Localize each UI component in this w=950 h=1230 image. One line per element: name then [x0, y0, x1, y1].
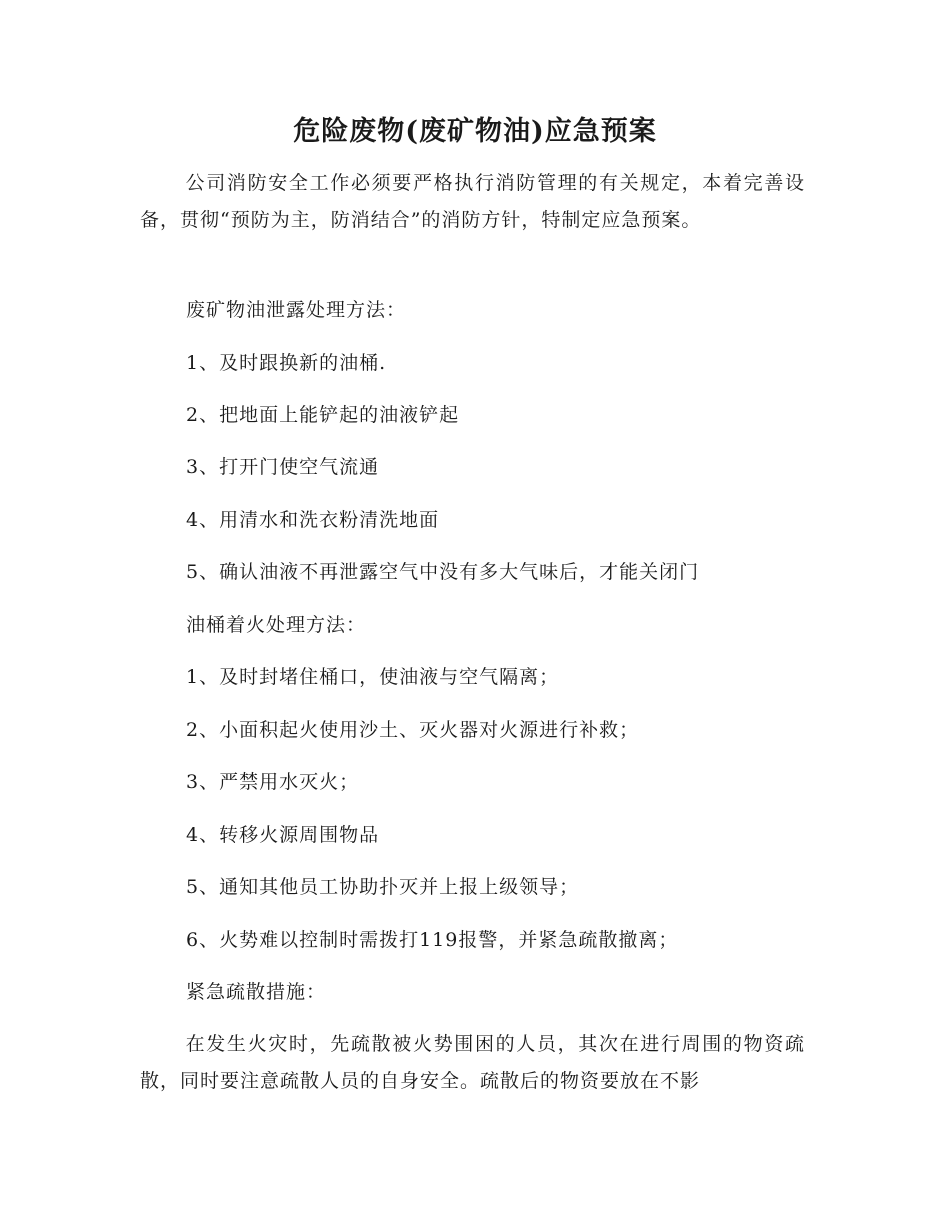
leak-item-3: 3、打开门使空气流通 — [186, 456, 380, 478]
leak-item-5: 5、确认油液不再泄露空气中没有多大气味后，才能关闭门 — [186, 561, 700, 583]
document-title: 危险废物(废矿物油)应急预案 — [293, 116, 657, 147]
leak-section-heading: 废矿物油泄露处理方法： — [186, 299, 407, 321]
leak-item-4: 4、用清水和洗衣粉清洗地面 — [186, 509, 440, 531]
intro-paragraph: 公司消防安全工作必须要严格执行消防管理的有关规定，本着完善设备，贯彻“预防为主，防消结合”的消防方针，特制定应急预案。 — [140, 172, 805, 231]
leak-item-2: 2、把地面上能铲起的油液铲起 — [186, 404, 460, 426]
fire-item-6: 6、火势难以控制时需拨打119报警，并紧急疏散撤离； — [186, 929, 679, 951]
leak-item-1: 1、及时跟换新的油桶. — [186, 352, 387, 374]
fire-item-3: 3、严禁用水灭火； — [186, 771, 360, 793]
fire-item-2: 2、小面积起火使用沙土、灭火器对火源进行补救； — [186, 719, 640, 741]
fire-item-4: 4、转移火源周围物品 — [186, 824, 380, 846]
fire-section-heading: 油桶着火处理方法： — [186, 614, 367, 636]
fire-item-5: 5、通知其他员工协助扑灭并上报上级领导； — [186, 876, 580, 898]
fire-item-1: 1、及时封堵住桶口，使油液与空气隔离； — [186, 666, 560, 688]
evacuation-paragraph: 在发生火灾时，先疏散被火势围困的人员，其次在进行周围的物资疏散，同时要注意疏散人员的自身安全。疏散后的物资要放在不影 — [140, 1033, 805, 1092]
evacuation-section-heading: 紧急疏散措施： — [186, 981, 327, 1003]
